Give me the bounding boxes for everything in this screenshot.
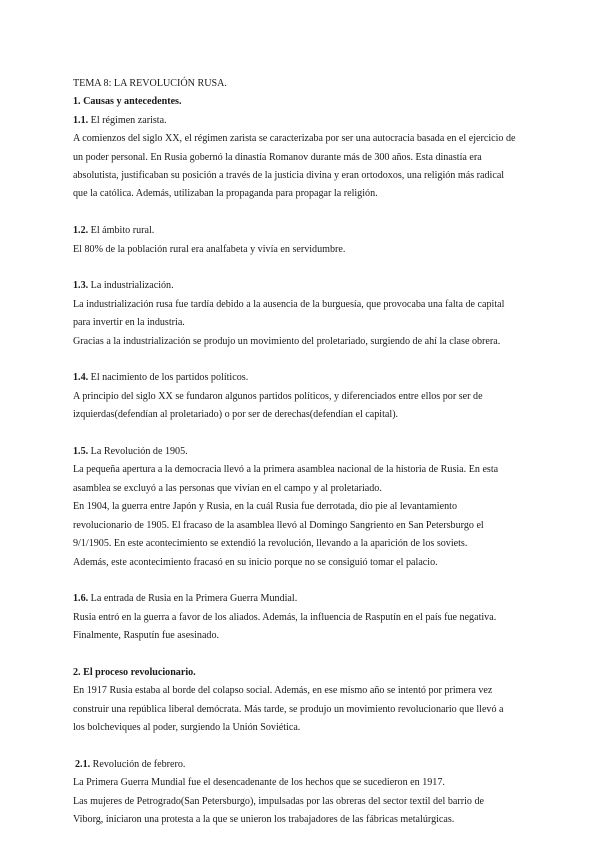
section-2-heading: 2. El proceso revolucionario. bbox=[73, 666, 196, 678]
paragraph-line: asamblea se excluyó a las personas que vivían en el campo y al proletariado. bbox=[73, 482, 382, 494]
section-title: El régimen zarista. bbox=[88, 114, 167, 126]
section-title: El ámbito rural. bbox=[88, 225, 155, 237]
paragraph-line: construir una república liberal demócrata. Más tarde, se produjo un movimiento revolucionario que llevó a bbox=[73, 703, 504, 715]
section-title: El nacimiento de los partidos políticos. bbox=[88, 372, 249, 384]
section-number: 1.4. bbox=[73, 372, 89, 384]
paragraph-line: A comienzos del siglo XX, el régimen zarista se caracterizaba por ser una autocracia basada en el ejercicio de bbox=[73, 133, 516, 145]
section-title: La industrialización. bbox=[88, 280, 174, 292]
spacer bbox=[73, 572, 533, 590]
section-title: La Revolución de 1905. bbox=[88, 446, 188, 458]
section-number: 1.3. bbox=[73, 280, 89, 292]
section-1-heading: 1. Causas y antecedentes. bbox=[73, 96, 182, 108]
paragraph-line: Viborg, iniciaron una protesta a la que se unieron los trabajadores de las fábricas metalúrgicas. bbox=[73, 814, 455, 826]
spacer bbox=[73, 738, 533, 756]
paragraph-line: revolucionario de 1905. El fracaso de la asamblea llevó al Domingo Sangriento en San Petersburgo el bbox=[73, 519, 484, 531]
spacer bbox=[73, 425, 533, 443]
paragraph-line: Además, este acontecimiento fracasó en su inicio porque no se consiguió tomar el palacio. bbox=[73, 556, 438, 568]
spacer bbox=[73, 259, 533, 277]
document-page bbox=[73, 75, 533, 830]
spacer bbox=[73, 646, 533, 664]
section-number: 1.1. bbox=[73, 114, 89, 126]
section-1-1-heading bbox=[73, 112, 533, 130]
paragraph-line: A principio del siglo XX se fundaron algunos partidos políticos, y diferenciados entre ellos por ser de bbox=[73, 390, 483, 402]
paragraph-line: El 80% de la población rural era analfabeta y vivía en servidumbre. bbox=[73, 243, 346, 255]
paragraph-line: Las mujeres de Petrogrado(San Petersburgo), impulsadas por las obreras del sector textil del barrio de bbox=[73, 795, 485, 807]
paragraph-line: un poder personal. En Rusia gobernó la dinastía Romanov durante más de 300 años. Esta dinastía era bbox=[73, 151, 482, 163]
section-1-5-heading bbox=[73, 443, 533, 461]
spacer bbox=[73, 204, 533, 222]
paragraph-line: Rusia entró en la guerra a favor de los aliados. Además, la influencia de Rasputín en el país fue negativa. bbox=[73, 611, 497, 623]
paragraph-line: izquierdas(defendían al proletariado) o por ser de derechas(defendían el capital). bbox=[73, 409, 399, 421]
paragraph-line: para invertir en la industria. bbox=[73, 317, 185, 329]
paragraph-line: En 1904, la guerra entre Japón y Rusia, en la cuál Rusia fue derrotada, dio pie al levantamiento bbox=[73, 501, 457, 513]
paragraph-line: La industrialización rusa fue tardía debido a la ausencia de la burguesía, que provocaba una falta de capital bbox=[73, 298, 505, 310]
section-number: 1.2. bbox=[73, 225, 89, 237]
paragraph-line: En 1917 Rusia estaba al borde del colapso social. Además, en ese mismo año se intentó por primera vez bbox=[73, 685, 493, 697]
section-2-1-heading bbox=[73, 756, 533, 774]
section-number: 1.6. bbox=[73, 593, 89, 605]
section-1-2-heading bbox=[73, 222, 533, 240]
section-1-4-heading bbox=[73, 369, 533, 387]
paragraph-line: Gracias a la industrialización se produjo un movimiento del proletariado, surgiendo de ahí la clase obrera. bbox=[73, 335, 501, 347]
section-number: 2.1. bbox=[75, 758, 91, 770]
section-1-3-heading bbox=[73, 277, 533, 295]
paragraph-line: los bolcheviques al poder, surgiendo la Unión Soviética. bbox=[73, 722, 301, 734]
section-1-6-heading bbox=[73, 590, 533, 608]
section-title: La entrada de Rusia en la Primera Guerra Mundial. bbox=[88, 593, 298, 605]
spacer bbox=[73, 351, 533, 369]
paragraph-line: absolutista, justificaban su posición a través de la justicia divina y eran ortodoxos, una religión más radical bbox=[73, 170, 505, 182]
paragraph-line: Finalmente, Rasputín fue asesinado. bbox=[73, 630, 220, 642]
paragraph-line: La Primera Guerra Mundial fue el desencadenante de los hechos que se sucedieron en 1917. bbox=[73, 777, 445, 789]
paragraph-line: La pequeña apertura a la democracia llevó a la primera asamblea nacional de la historia de Rusia. En esta bbox=[73, 464, 499, 476]
section-number: 1.5. bbox=[73, 446, 89, 458]
section-title: Revolución de febrero. bbox=[90, 758, 186, 770]
paragraph-line: que la católica. Además, utilizaban la propaganda para propagar la religión. bbox=[73, 188, 378, 200]
document-title: TEMA 8: LA REVOLUCIÓN RUSA. bbox=[73, 78, 227, 89]
paragraph-line: 9/1/1905. En este acontecimiento se extendió la revolución, llevando a la aparición de los soviets. bbox=[73, 538, 468, 550]
